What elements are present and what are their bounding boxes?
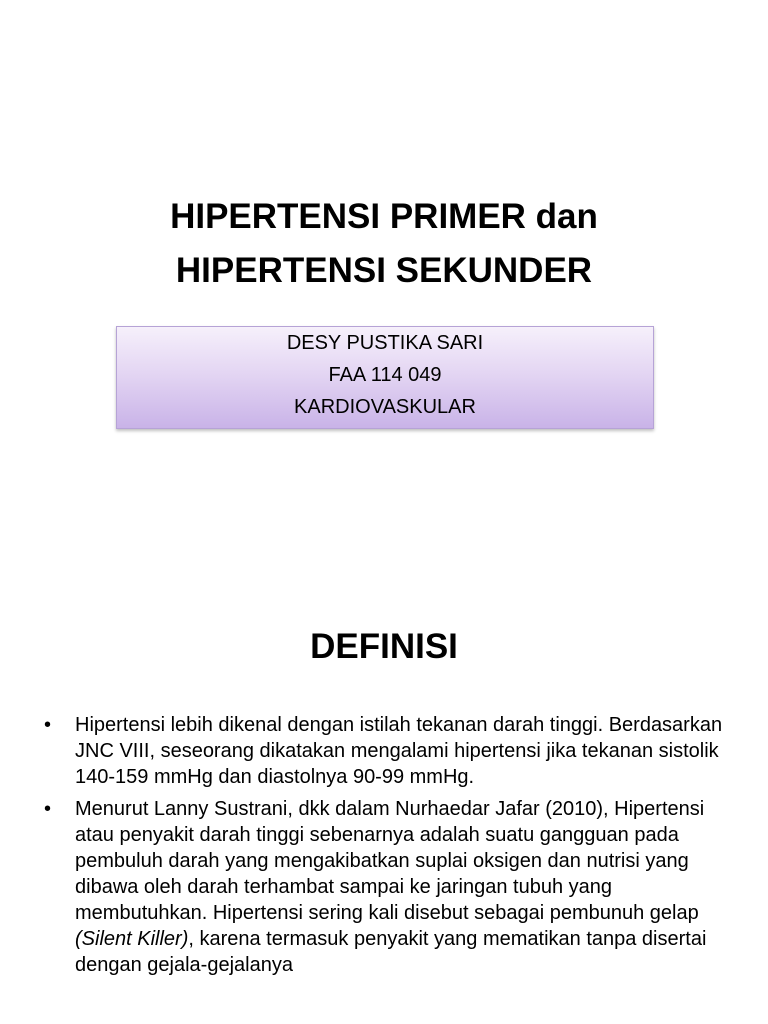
definition-slide xyxy=(0,576,768,1024)
title-line: HIPERTENSI PRIMER dan xyxy=(170,197,598,236)
bullet-list xyxy=(44,712,744,984)
bullet-icon: • xyxy=(44,714,52,736)
bullet-icon: • xyxy=(44,798,52,820)
slide-title xyxy=(0,190,768,298)
list-item xyxy=(44,796,744,978)
department: KARDIOVASKULAR xyxy=(294,396,476,418)
bullet-text-part: Menurut Lanny Sustrani, dkk dalam Nurhaedar Jafar (2010), Hipertensi atau penyakit darah tinggi sebenarnya adalah suatu gangguan pada pembuluh darah yang mengakibatkan suplai oksigen dan nutrisi yang dibawa oleh darah terhambat sampai ke jaringan tubuh yang membutuhkan. Hipertensi sering kali disebut sebagai pembunuh gelap xyxy=(75,798,705,924)
bullet-text: Hipertensi lebih dikenal dengan istilah tekanan darah tinggi. Berdasarkan JNC VIII, seseorang dikatakan mengalami hipertensi jika tekanan sistolik 140-159 mmHg dan diastolnya 90-99 mmHg. xyxy=(75,714,723,788)
list-item xyxy=(44,712,744,790)
bullet-text xyxy=(75,798,706,976)
subtitle-box xyxy=(116,326,654,429)
slide-heading: DEFINISI xyxy=(310,627,458,666)
bullet-text-part: , karena termasuk penyakit yang mematikan tanpa disertai dengan gejala-gejalanya xyxy=(75,928,707,976)
title-line: HIPERTENSI SEKUNDER xyxy=(175,251,593,290)
author-name: DESY PUSTIKA SARI xyxy=(286,332,484,354)
student-id: FAA 114 049 xyxy=(328,364,442,386)
bullet-text-italic: (Silent Killer) xyxy=(75,928,189,950)
